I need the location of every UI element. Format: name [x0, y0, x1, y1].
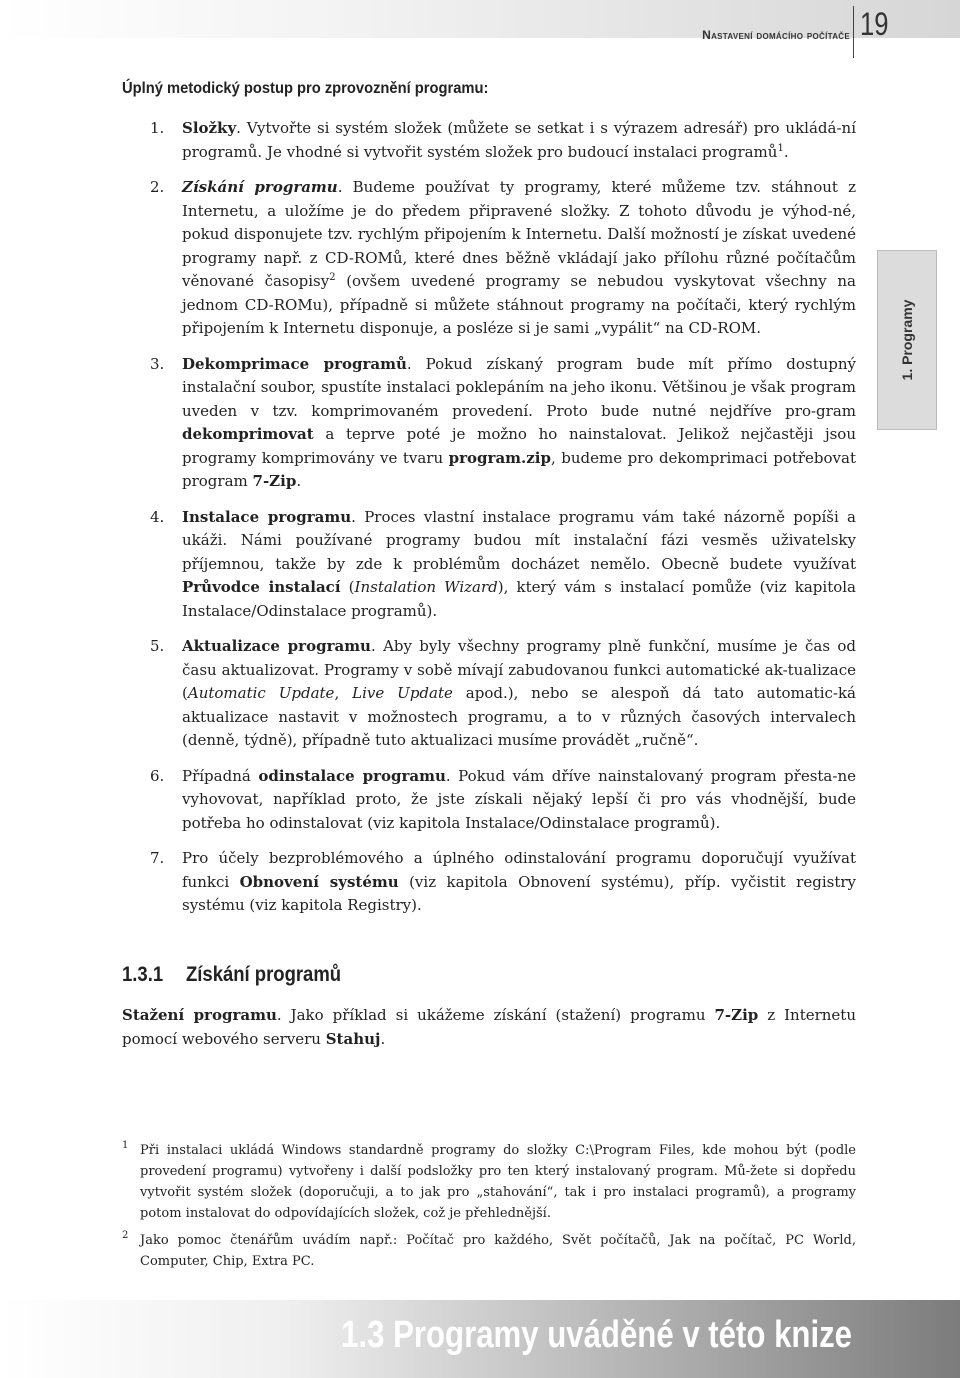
italic-term: Automatic Update	[187, 684, 335, 702]
step-item	[122, 635, 856, 753]
step-list	[122, 117, 856, 930]
footnote	[122, 1140, 856, 1224]
bold-term: 7-Zip	[252, 472, 297, 490]
step-item	[122, 176, 856, 341]
step-body: ,	[334, 684, 353, 702]
subsection-number: 1.3.1	[122, 963, 164, 986]
italic-term: Live Update	[352, 684, 453, 702]
bold-term: program.zip	[448, 448, 551, 467]
step-body: ), který vám s instalací pomůže (viz kapitola Instalace/Odinstalace programů).	[182, 578, 856, 620]
step-body: (viz kapitola Obnovení systému), příp. vyčistit registry systému (viz kapitola Registry).	[182, 872, 856, 914]
footnote-ref: 2	[329, 272, 336, 283]
bold-term: dekomprimovat	[182, 425, 314, 443]
step-item	[122, 353, 856, 494]
footnote-ref: 1	[777, 142, 784, 154]
step-body: a teprve poté je možno ho nainstalovat. Jelikož nejčastěji jsou programy komprimovány ve tvaru	[182, 425, 856, 467]
footnote-mark: 1	[122, 1140, 129, 1151]
step-term: Získání programu	[182, 178, 338, 196]
footnote	[122, 1230, 856, 1272]
step-number: 1.	[150, 119, 165, 137]
step-term: Dekomprimace programů	[182, 354, 407, 373]
step-term: Aktualizace programu	[182, 637, 371, 655]
paragraph-body: . Jako příklad si ukážeme získání (stažení) programu	[276, 1006, 715, 1024]
step-body: . Aby byly všechny programy plně funkční, musíme je čas od času aktualizovat. Programy v sobě mívají zabudovanou funkci automatické ak-tualizace (	[182, 637, 856, 702]
step-text	[182, 635, 856, 753]
step-text	[182, 117, 856, 164]
page-number: 19	[860, 6, 889, 42]
step-term: Obnovení systému	[239, 872, 399, 891]
italic-term: Instalation Wizard	[354, 578, 498, 596]
step-number: 5.	[150, 637, 165, 655]
step-number: 2.	[150, 178, 165, 196]
footnote-text: Při instalaci ukládá Windows standardně programy do složky C:\Program Files, kde mohou být (podle provedení programu) vytvořeny i další podsložky pro ten který instalovaný program. Mů-žete si dopředu vytvořit systém složek (doporučuji, a to jak pro „stahování“, tak i pro instalaci programů), a programy potom instalovat do odpovídajících složek, což je přehlednější.	[140, 1143, 856, 1221]
step-number: 6.	[150, 766, 165, 785]
footnote-text: Jako pomoc čtenářům uvádím např.: Počítač pro každého, Svět počítačů, Jak na počítač, PC World, Computer, Chip, Extra PC.	[140, 1233, 856, 1269]
footnote-mark: 2	[122, 1230, 129, 1241]
step-body: . Proces vlastní instalace programu vám také názorně popíši a ukáži. Námi používané programy budou mít instalační fázi vesměs uživatelsky příjemnou, takže by zde k problémům docházet nemělo. Obecně budete využívat	[182, 507, 856, 573]
running-header-title: Nastavení domácího počítače	[702, 28, 850, 42]
step-body: .	[783, 142, 789, 161]
step-item	[122, 765, 856, 836]
chapter-side-tab	[877, 250, 937, 430]
footer-title: 1.3 Programy uváděné v této knize	[341, 1314, 852, 1356]
step-text	[182, 506, 856, 624]
step-item	[122, 847, 856, 918]
footnotes	[122, 1140, 856, 1278]
step-body: (ovšem uvedené programy se nebudou vyskytovat všechny na jednom CD-ROMu), případně si můžete stáhnout programy na počítači, který rychlým připojením k Internetu disponuje, a posléze si je sami „vypálit“ na CD-ROM.	[182, 272, 856, 337]
step-body: apod.), nebo se alespoň dá tato automatic-ká aktualizace nastavit v možnostech programu, a to v různých časových intervalech (denně, týdně), případně tuto aktualizaci musíme provádět „ručně“.	[182, 684, 857, 749]
section-heading: Úplný metodický postup pro zprovoznění programu:	[122, 80, 489, 97]
step-text	[182, 847, 856, 918]
step-text	[182, 353, 856, 494]
subsection-heading	[122, 963, 341, 987]
body-paragraph	[122, 1004, 856, 1051]
step-number: 4.	[150, 507, 165, 526]
step-body: . Pokud získaný program bude mít přímo dostupný instalační soubor, spustíte instalaci poklepáním na jeho ikonu. Většinou je však program uveden v tzv. komprimovaném provedení. Proto bude nutné nejdříve pro-gram	[182, 354, 856, 420]
step-body: Případná	[182, 766, 259, 785]
paragraph-body: .	[380, 1029, 386, 1048]
step-term: Instalace programu	[182, 507, 352, 526]
step-number: 7.	[150, 849, 165, 867]
step-number: 3.	[150, 354, 165, 373]
step-body: . Pokud vám dříve nainstalovaný program přesta-ne vyhovovat, například proto, že jste získali nějaký lepší či pro vás vhodnější, bude potřeba ho odinstalovat (viz kapitola Instalace/Odinstalace programů).	[182, 766, 856, 832]
step-body: . Budeme používat ty programy, které můžeme tzv. stáhnout z Internetu, a uložíme je do předem připravené složky. Z tohoto důvodu je výhod-né, pokud disponujete tzv. rychlým připojením k Internetu. Další možností je získat uvedené programy např. z CD-ROMů, které dnes běžně vkládají jako přílohu různé počítačům věnované časopisy	[182, 178, 856, 290]
step-text	[182, 765, 856, 836]
step-body: , budeme pro dekomprimaci potřebovat program	[182, 448, 857, 490]
header-divider	[853, 6, 854, 58]
bold-term: Průvodce instalací	[182, 578, 341, 596]
chapter-side-tab-label: 1. Programy	[899, 299, 915, 381]
subsection-title: Získání programů	[185, 963, 342, 986]
step-item	[122, 117, 856, 164]
step-term: Složky	[182, 119, 237, 137]
paragraph-term: Stažení programu	[122, 1006, 277, 1024]
step-body: (	[340, 578, 355, 596]
step-body: . Vytvořte si systém složek (můžete se setkat i s výrazem adresář) pro ukládá-ní programů. Je vhodné si vytvořit systém složek pro budoucí instalaci programů	[182, 119, 856, 161]
paragraph-body: z Internetu pomocí webového serveru	[122, 1006, 856, 1048]
bold-term: Stahuj	[325, 1029, 381, 1048]
step-item	[122, 506, 856, 624]
step-text	[182, 176, 856, 341]
step-term: odinstalace programu	[258, 766, 446, 785]
step-body: .	[296, 472, 302, 490]
step-body: Pro účely bezproblémového a úplného odinstalování programu doporučují využívat funkci	[182, 849, 856, 891]
bold-term: 7-Zip	[714, 1006, 759, 1024]
